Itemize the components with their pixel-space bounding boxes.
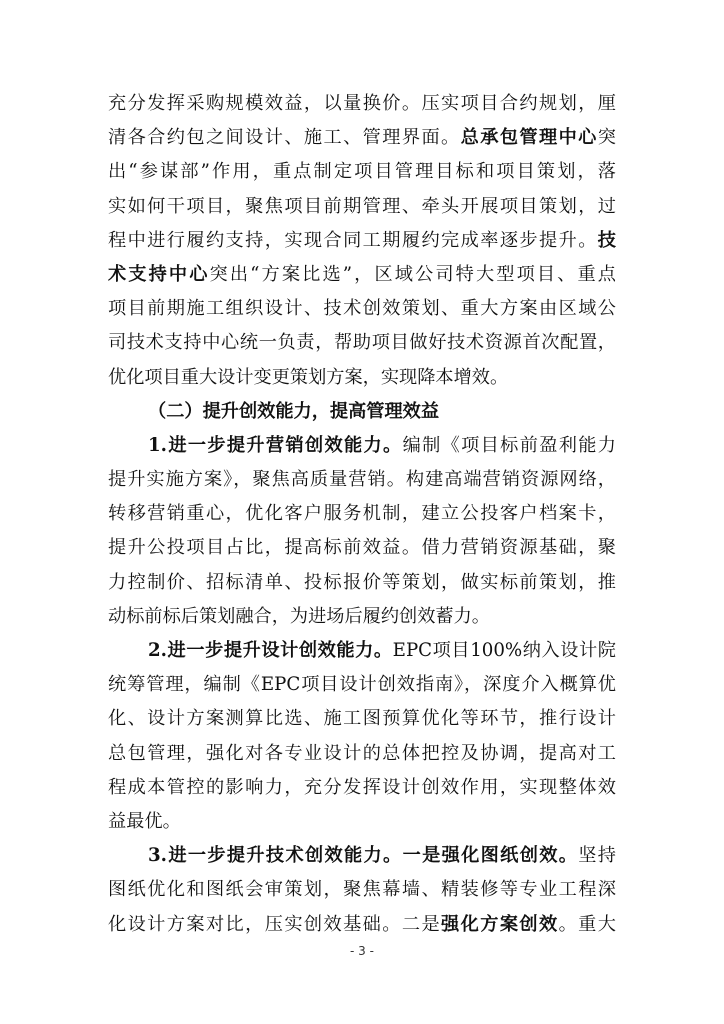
bold-text: 2.进一步提升设计创效能力。 [148, 640, 393, 661]
text-line [108, 737, 616, 771]
body-text: 力控制价、招标清单、投标报价等策划，做实标前策划，推 [108, 571, 616, 593]
text-line [108, 121, 616, 155]
document-body [108, 87, 616, 942]
body-text: 提升实施方案》，聚焦高质量营销。构建高端营销资源网络， [108, 469, 616, 491]
body-text: 。重大 [558, 913, 616, 935]
text-line [108, 463, 616, 497]
body-text: 程成本管控的影响力，充分发挥设计创效作用，实现整体效 [108, 776, 616, 798]
text-line [108, 155, 616, 189]
body-text: 出“参谋部”作用，重点制定项目管理目标和项目策划，落 [108, 161, 616, 183]
body-text: 项目前期施工组织设计、技术创效策划、重大方案由区域公 [108, 298, 616, 320]
bold-text: 3.进一步提升技术创效能力。一是强化图纸创效。 [148, 845, 579, 867]
body-text: 编制《项目标前盈利能力 [402, 434, 616, 456]
bold-text: 强化方案创效 [441, 913, 559, 935]
page-number: - 3 - [350, 944, 374, 958]
text-line [108, 873, 616, 907]
text-line [108, 224, 616, 258]
text-line [108, 771, 616, 805]
body-text: 坚持 [578, 845, 616, 867]
text-line [108, 497, 616, 531]
text-line [108, 566, 616, 600]
text-line [108, 429, 616, 463]
body-text: 实如何干项目，聚焦项目前期管理、牵头开展项目策划，过 [108, 195, 616, 217]
text-line [108, 908, 616, 942]
body-text: 益最优。 [108, 810, 181, 832]
text-line [108, 668, 616, 702]
body-text: 统筹管理，编制《EPC项目设计创效指南》，深度介入概算优 [108, 674, 616, 696]
text-line [108, 531, 616, 565]
text-line [108, 326, 616, 360]
body-text: 突 [597, 127, 616, 149]
body-text: 动标前标后策划融合，为进场后履约创效蓄力。 [108, 605, 490, 627]
bold-text: 术支持中心 [108, 263, 210, 285]
body-text: 清各合约包之间设计、施工、管理界面。 [108, 127, 461, 149]
body-text: EPC项目100%纳入设计院 [392, 640, 616, 661]
bold-text: 总承包管理中心 [460, 127, 598, 149]
body-text: 提升公投项目占比，提高标前效益。借力营销资源基础，聚 [108, 537, 616, 559]
body-text: 程中进行履约支持，实现合同工期履约完成率逐步提升。 [108, 229, 598, 251]
body-text: 总包管理，强化对各专业设计的总体把控及协调，提高对工 [108, 742, 616, 764]
bold-text: （二）提升创效能力，提高管理效益 [148, 400, 440, 422]
body-text: 转移营销重心，优化客户服务机制，建立公投客户档案卡， [108, 503, 616, 525]
text-line [108, 361, 616, 395]
text-line [108, 600, 616, 634]
text-line [108, 634, 616, 668]
text-line [108, 87, 616, 121]
bold-text: 1.进一步提升营销创效能力。 [148, 434, 403, 456]
body-text: 突出“方案比选”，区域公司特大型项目、重点 [209, 263, 616, 285]
body-text: 优化项目重大设计变更策划方案，实现降本增效。 [108, 366, 509, 388]
text-line [108, 190, 616, 224]
bold-text: 技 [597, 229, 616, 251]
body-text: 化、设计方案测算比选、施工图预算优化等环节，推行设计 [108, 708, 616, 730]
text-line [108, 395, 616, 429]
body-text: 司技术支持中心统一负责，帮助项目做好技术资源首次配置， [108, 332, 616, 354]
text-line [108, 258, 616, 292]
text-line [108, 292, 616, 326]
text-line [108, 805, 616, 839]
body-text: 图纸优化和图纸会审策划，聚焦幕墙、精装修等专业工程深 [108, 879, 616, 901]
text-line [108, 702, 616, 736]
body-text: 化设计方案对比，压实创效基础。二是 [108, 913, 442, 935]
text-line [108, 839, 616, 873]
body-text: 充分发挥采购规模效益，以量换价。压实项目合约规划，厘 [108, 93, 616, 114]
